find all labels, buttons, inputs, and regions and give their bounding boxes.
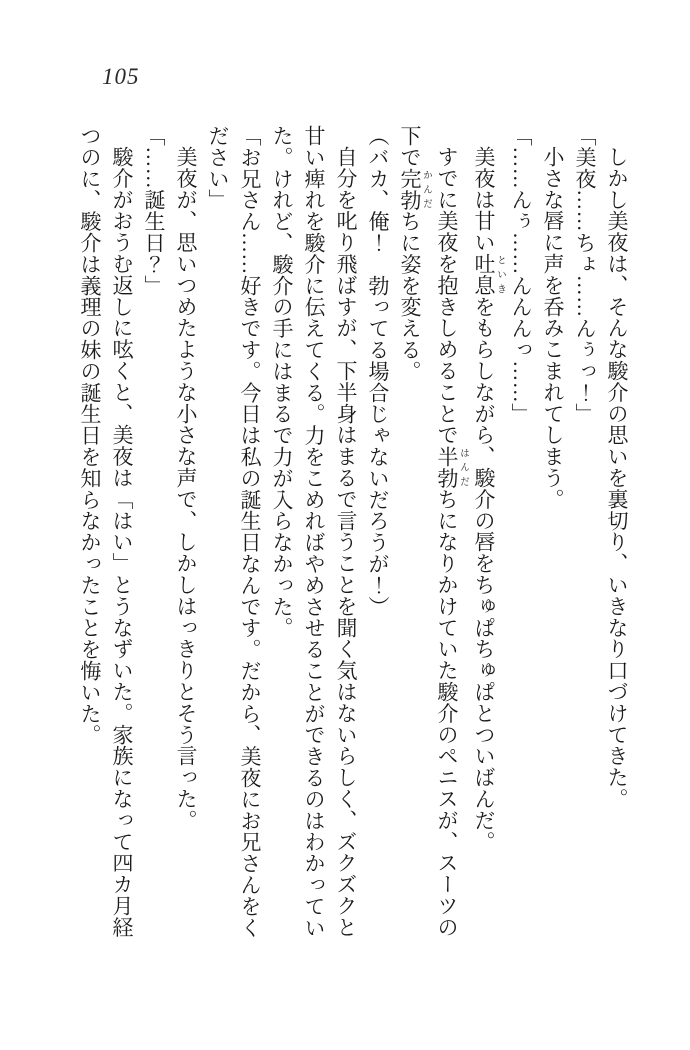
furigana-text: といき	[495, 253, 505, 296]
text-line: 美夜が、思いつめたような小さな声で、しかしはっきりとそう言った。	[174, 146, 198, 831]
furigana-ruby: 吐息 といき	[472, 253, 505, 296]
furigana-text: はんだ	[458, 445, 468, 489]
text-line: しかし美夜は、そんな駿介の思いを裏切り、いきなり口づけてきた。	[605, 146, 629, 810]
text-line: つのに、駿介は義理の妹の誕生日を知らなかったことを悔いた。	[78, 125, 102, 746]
text-line: 美夜は甘い吐息 といきをもらしながら、駿介の唇をちゅぱちゅぱとついばんだ。	[472, 146, 505, 853]
text-line: 駿介がおうむ返しに呟くと、美夜は「はい」とうなずいた。家族になって四カ月経	[110, 146, 134, 938]
text-line: 小さな唇に声を呑みこまれてしまう。	[541, 146, 565, 510]
text-line: 自分を叱り飛ばすが、下半身はまるで言うことを聞く気はないらしく、ズクズクと	[334, 146, 358, 938]
furigana-ruby: 半勃 はんだ	[435, 445, 468, 489]
text-line: 下で完勃 かんだちに姿を変える。	[398, 125, 431, 382]
text-line: 甘い痺れを駿介に伝えてくる。力をこめればやめさせることができるのはわかってい	[302, 125, 326, 939]
text-line: 「……んぅ……んんんっ……」	[509, 125, 533, 425]
text-line: た。けれど、駿介の手にはまるで力が入らなかった。	[270, 125, 294, 639]
text-line: すでに美夜を抱きしめることで半勃 はんだちになりかけていた駿介のペニスが、スーツの	[435, 146, 468, 938]
page-number: 105	[102, 64, 140, 89]
furigana-ruby: 完勃 かんだ	[398, 167, 431, 211]
text-line: 「美夜……ちょ……んぅっ！」	[573, 125, 597, 425]
text-line: ださい」	[206, 125, 230, 211]
furigana-text: かんだ	[421, 167, 431, 211]
body-text	[74, 125, 633, 953]
text-line: 「……誕生日？」	[142, 125, 166, 297]
text-line: （バカ、俺！ 勃ってる場合じゃないだろうが！）	[366, 125, 390, 618]
text-line: 「お兄さん……好きです。今日は私の誕生日なんです。だから、美夜にお兄さんをく	[238, 125, 262, 939]
